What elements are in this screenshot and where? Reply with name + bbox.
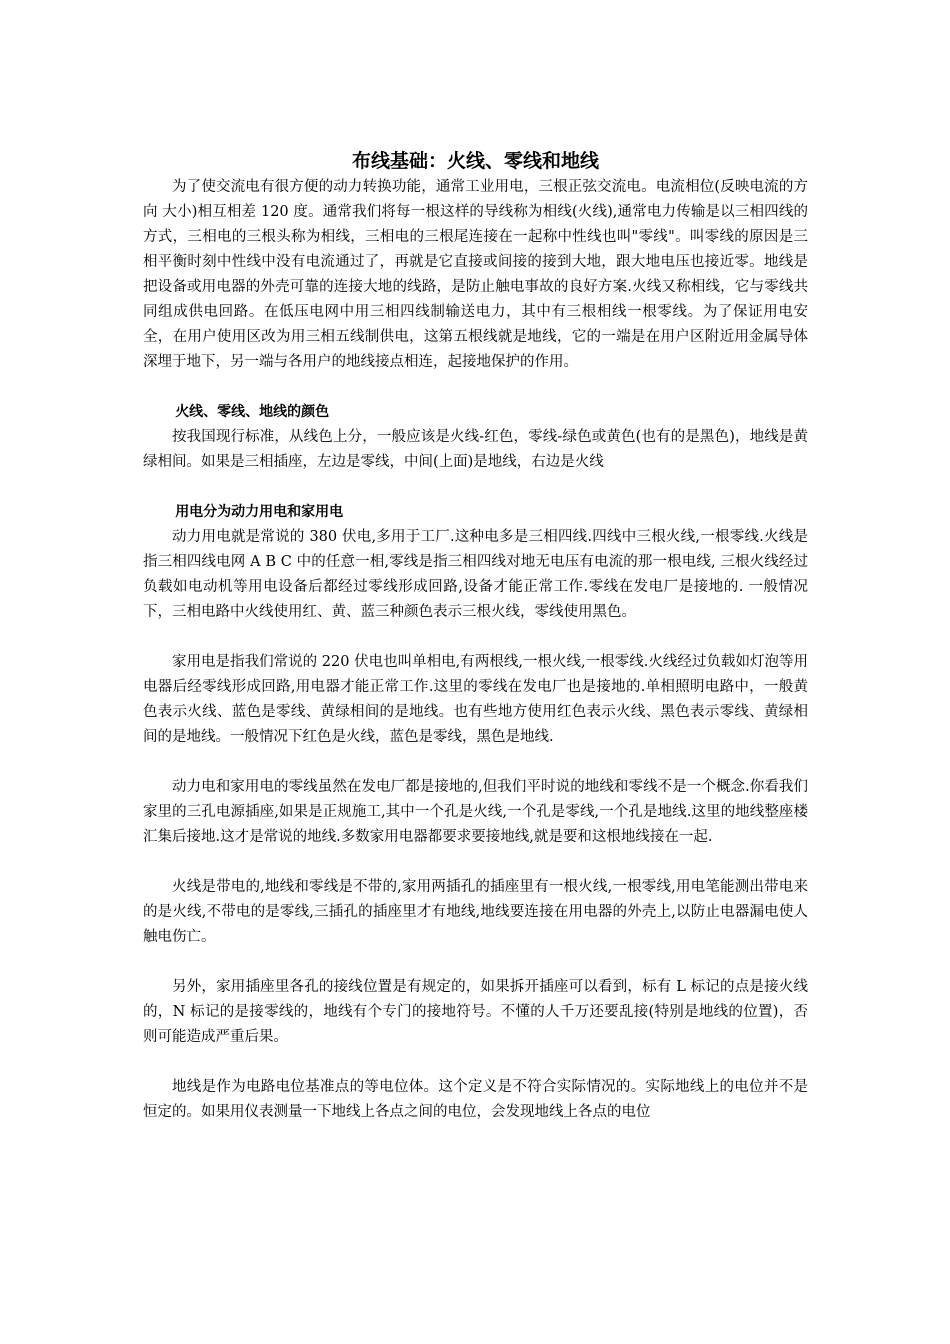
document-page (143, 148, 808, 1125)
paragraph-spacer (143, 850, 808, 875)
household-usage-paragraph: 家用电是指我们常说的 220 伏电也叫单相电,有两根线,一根火线,一根零线.火线经过负载如灯泡等用电器后经零线形成回路,用电器才能正常工作.这里的零线在发电厂也是接地的.单相照明电路中，一般黄色表示火线、蓝色是零线、黄绿相间的是地线。也有些地方使用红色表示火线、黑色表示零线、黄绿相间的是地线。一般情况下红色是火线，蓝色是零线，黑色是地线. (143, 654, 808, 745)
section-heading-colors: 火线、零线、地线的颜色 (175, 404, 330, 420)
paragraph-spacer (143, 950, 808, 975)
neutral-vs-ground-paragraph: 动力电和家用电的零线虽然在发电厂都是接地的,但我们平时说的地线和零线不是一个概念.你看我们家里的三孔电源插座,如果是正规施工,其中一个孔是火线,一个孔是零线,一个孔是地线.这里的地线整座楼汇集后接地.这才是常说的地线.多数家用电器都要求要接地线,就是要和这根地线接在一起. (143, 779, 808, 845)
live-wire-paragraph: 火线是带电的,地线和零线是不带的,家用两插孔的插座里有一根火线,一根零线,用电笔能测出带电来的是火线,不带电的是零线,三插孔的插座里才有地线,地线要连接在用电器的外壳上,以防止电器漏电使人触电伤亡。 (143, 879, 808, 945)
intro-paragraph: 为了使交流电有很方便的动力转换功能，通常工业用电，三根正弦交流电。电流相位(反映电流的方向 大小)相互相差 120 度。通常我们将每一根这样的导线称为相线(火线),通常电力传输是以三相四线的方式，三相电的三根头称为相线，三相电的三根尾连接在一起称中性线也叫"零线"。叫零线的原因是三相平衡时刻中性线中没有电流通过了，再就是它直接或间接的接到大地，跟大地电压也接近零。地线是把设备或用电器的外壳可靠的连接大地的线路，是防止触电事故的良好方案.火线又称相线，它与零线共同组成供电回路。在低压电网中用三相四线制输送电力，其中有三根相线一根零线。为了保证用电安全，在用户使用区改为用三相五线制供电，这第五根线就是地线，它的一端是在用户区附近用金属导体深埋于地下，另一端与各用户的地线接点相连，起接地保护的作用。 (143, 179, 808, 370)
paragraph-spacer (143, 1050, 808, 1075)
ground-potential-paragraph: 地线是作为电路电位基准点的等电位体。这个定义是不符合实际情况的。实际地线上的电位并不是恒定的。如果用仪表测量一下地线上各点之间的电位，会发现地线上各点的电位 (143, 1079, 808, 1120)
section-heading-power-types: 用电分为动力用电和家用电 (175, 504, 344, 520)
paragraph-spacer (143, 750, 808, 775)
paragraph-spacer (143, 475, 808, 500)
colors-paragraph: 按我国现行标准，从线色上分，一般应该是火线-红色，零线-绿色或黄色(也有的是黑色)，地线是黄绿相间。如果是三相插座，左边是零线，中间(上面)是地线，右边是火线 (143, 429, 808, 470)
socket-wiring-paragraph: 另外，家用插座里各孔的接线位置是有规定的，如果拆开插座可以看到，标有 L 标记的点是接火线的，N 标记的是接零线的，地线有个专门的接地符号。不懂的人千万还要乱接(特别是地线的位置)，否则可能造成严重后果。 (143, 979, 808, 1045)
power-usage-paragraph: 动力用电就是常说的 380 伏电,多用于工厂.这种电多是三相四线.四线中三根火线,一根零线.火线是指三相四线电网 A B C 中的任意一相,零线是指三相四线对地无电压有电流的那一根电线, 三根火线经过负载如电动机等用电设备后都经过零线形成回路,设备才能正常工作.零线在发电厂是接地的. 一般情况下，三相电路中火线使用红、黄、蓝三种颜色表示三根火线，零线使用黑色。 (143, 529, 808, 620)
paragraph-spacer (143, 625, 808, 650)
document-title: 布线基础：火线、零线和地线 (351, 150, 599, 172)
paragraph-spacer (143, 375, 808, 400)
